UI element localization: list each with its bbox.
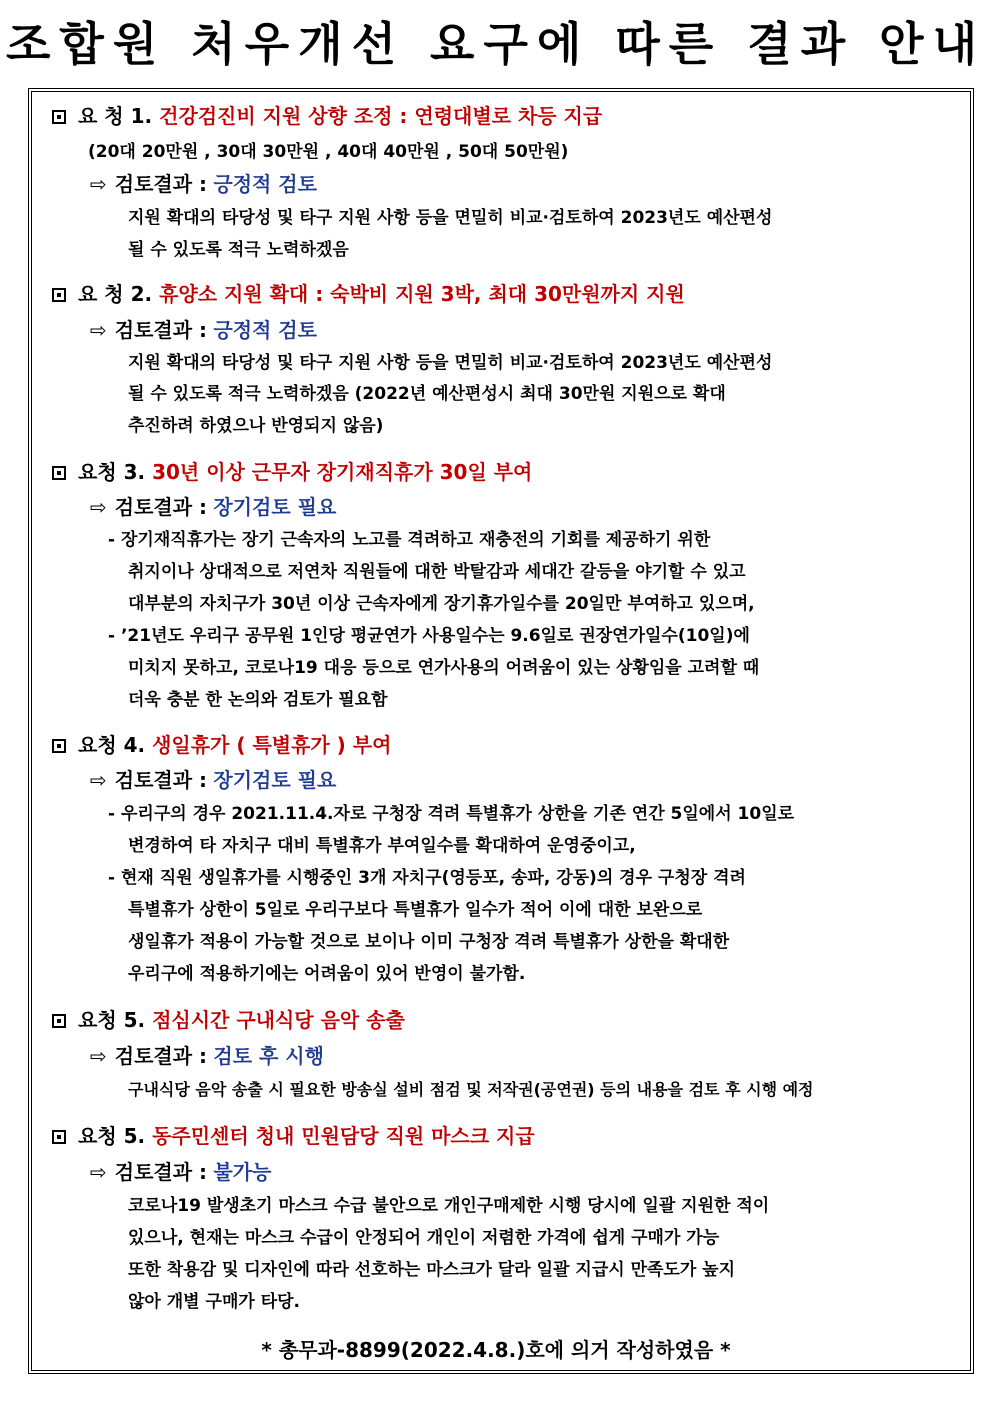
body-line: 변경하여 타 자치구 대비 특별휴가 부여일수를 확대하여 운영중이고,	[128, 836, 636, 856]
request-5-heading	[52, 1006, 405, 1034]
request-2-heading	[52, 280, 685, 308]
right-arrow-icon: ⇨	[90, 768, 107, 792]
body-line: 구내식당 음악 송출 시 필요한 방송실 설비 점검 및 저작권(공연권) 등의 내용을 검토 후 시행 예정	[128, 1080, 814, 1099]
result-value: 긍정적 검토	[213, 318, 317, 342]
body-line: 지원 확대의 타당성 및 타구 지원 사항 등을 면밀히 비교·검토하여 2023년도 예산편성	[128, 208, 773, 228]
request-label: 요 청 1.	[78, 104, 153, 128]
right-arrow-icon: ⇨	[90, 1160, 107, 1184]
request-label: 요청 5.	[78, 1008, 146, 1032]
body-line: 대부분의 자치구가 30년 이상 근속자에게 장기휴가일수를 20일만 부여하고 있으며,	[128, 594, 755, 614]
request-content: 생일휴가 ( 특별휴가 ) 부여	[152, 733, 392, 757]
request-2-result	[90, 316, 317, 344]
result-value: 검토 후 시행	[213, 1044, 324, 1068]
body-line: - 우리구의 경우 2021.11.4.자로 구청장 격려 특별휴가 상한을 기존 연간 5일에서 10일로	[108, 804, 795, 824]
result-value: 불가능	[213, 1160, 272, 1184]
request-4-heading	[52, 731, 391, 759]
body-line: 또한 착용감 및 디자인에 따라 선호하는 마스크가 달라 일괄 지급시 만족도가 높지	[128, 1260, 736, 1280]
page-title: 조합원 처우개선 요구에 따른 결과 안내	[5, 17, 987, 71]
right-arrow-icon: ⇨	[90, 1044, 107, 1068]
result-value: 긍정적 검토	[213, 172, 317, 196]
request-1-result	[90, 170, 317, 198]
body-line: 있으나, 현재는 마스크 수급이 안정되어 개인이 저렴한 가격에 쉽게 구매가 가능	[128, 1228, 720, 1248]
request-content: 건강검진비 지원 상향 조정 : 연령대별로 차등 지급	[159, 104, 603, 128]
square-bullet-icon	[52, 739, 66, 753]
body-line: 될 수 있도록 적극 노력하겠음 (2022년 예산편성시 최대 30만원 지원으로 확대	[128, 384, 726, 404]
result-value: 장기검토 필요	[213, 768, 337, 792]
request-content: 점심시간 구내식당 음악 송출	[152, 1008, 405, 1032]
body-line: 지원 확대의 타당성 및 타구 지원 사항 등을 면밀히 비교·검토하여 2023년도 예산편성	[128, 353, 773, 373]
request-3-heading	[52, 458, 532, 486]
square-bullet-icon	[52, 288, 66, 302]
body-line: 특별휴가 상한이 5일로 우리구보다 특별휴가 일수가 적어 이에 대한 보완으로	[128, 900, 703, 920]
body-line: 취지이나 상대적으로 저연차 직원들에 대한 박탈감과 세대간 갈등을 야기할 수 있고	[128, 562, 746, 582]
square-bullet-icon	[52, 1130, 66, 1144]
square-bullet-icon	[52, 110, 66, 124]
request-1-heading	[52, 102, 602, 130]
body-line: - 현재 직원 생일휴가를 시행중인 3개 자치구(영등포, 송파, 강동)의 경우 구청장 격려	[108, 868, 746, 888]
right-arrow-icon: ⇨	[90, 172, 107, 196]
body-line: 않아 개별 구매가 타당.	[128, 1292, 301, 1312]
body-line: 될 수 있도록 적극 노력하겠음	[128, 240, 349, 260]
request-content: 30년 이상 근무자 장기재직휴가 30일 부여	[152, 460, 533, 484]
request-3-result	[90, 493, 336, 521]
right-arrow-icon: ⇨	[90, 495, 107, 519]
result-label: 검토결과 :	[114, 318, 208, 342]
body-line: 추진하려 하였으나 반영되지 않음)	[128, 416, 384, 436]
result-value: 장기검토 필요	[213, 495, 337, 519]
request-6-heading	[52, 1122, 535, 1150]
right-arrow-icon: ⇨	[90, 318, 107, 342]
body-line: - 장기재직휴가는 장기 근속자의 노고를 격려하고 재충전의 기회를 제공하기 위한	[108, 530, 711, 550]
result-label: 검토결과 :	[114, 172, 208, 196]
request-label: 요청 4.	[78, 733, 146, 757]
square-bullet-icon	[52, 466, 66, 480]
body-line: 코로나19 발생초기 마스크 수급 불안으로 개인구매제한 시행 당시에 일괄 지원한 적이	[128, 1196, 770, 1216]
request-4-result	[90, 766, 336, 794]
body-line: 우리구에 적용하기에는 어려움이 있어 반영이 불가함.	[128, 964, 526, 984]
request-6-result	[90, 1158, 271, 1186]
body-line: 미치지 못하고, 코로나19 대응 등으로 연가사용의 어려움이 있는 상황임을 고려할 때	[128, 658, 760, 678]
footer-note: * 총무과-8899(2022.4.8.)호에 의거 작성하였음 *	[261, 1338, 731, 1362]
result-label: 검토결과 :	[114, 495, 208, 519]
request-label: 요청 3.	[78, 460, 146, 484]
result-label: 검토결과 :	[114, 1160, 208, 1184]
body-line: 더욱 충분 한 논의와 검토가 필요함	[128, 690, 388, 710]
request-content: 휴양소 지원 확대 : 숙박비 지원 3박, 최대 30만원까지 지원	[159, 282, 685, 306]
result-label: 검토결과 :	[114, 1044, 208, 1068]
request-label: 요 청 2.	[78, 282, 153, 306]
body-line: 생일휴가 적용이 가능할 것으로 보이나 이미 구청장 격려 특별휴가 상한을 확대한	[128, 932, 730, 952]
request-label: 요청 5.	[78, 1124, 146, 1148]
square-bullet-icon	[52, 1014, 66, 1028]
request-5-result	[90, 1042, 324, 1070]
result-label: 검토결과 :	[114, 768, 208, 792]
request-content: 동주민센터 청내 민원담당 직원 마스크 지급	[152, 1124, 535, 1148]
body-line: - ’21년도 우리구 공무원 1인당 평균연가 사용일수는 9.6일로 권장연가일수(10일)에	[108, 626, 750, 646]
request-1-detail: (20대 20만원 , 30대 30만원 , 40대 40만원 , 50대 50만원)	[88, 142, 569, 162]
